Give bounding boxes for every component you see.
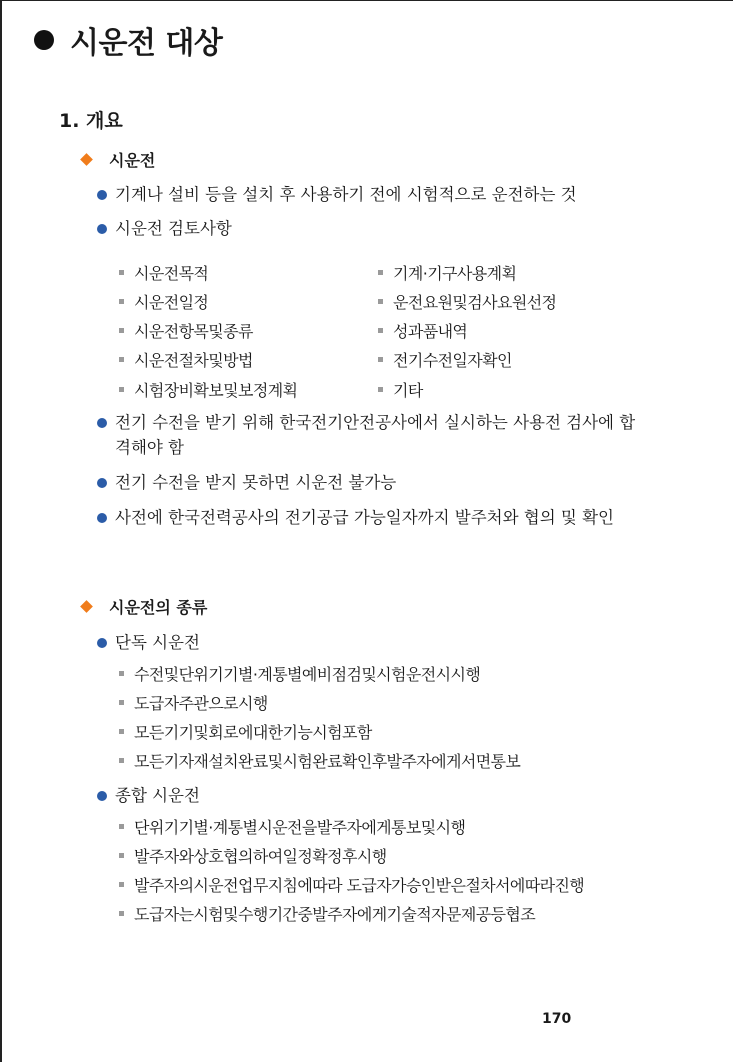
square-bullet-icon [119, 911, 124, 916]
list-item-text: 사전에 한국전력공사의 전기공급 가능일자까지 발주처와 협의 및 확인 [115, 508, 614, 527]
title-bullet-icon [34, 30, 54, 50]
overview-heading [82, 148, 155, 171]
single-item [119, 749, 520, 772]
dot-bullet-icon [97, 478, 107, 488]
list-item-text: 전기 수전을 받지 못하면 시운전 불가능 [115, 473, 397, 492]
list-item-text: 전기 수전을 받기 위해 한국전기안전공사에서 실시하는 사용전 검사에 합격해야 함 [115, 413, 636, 457]
square-bullet-icon [119, 758, 124, 763]
dot-bullet-icon [97, 513, 107, 523]
page-number: 170 [542, 1011, 572, 1027]
review-item [378, 290, 556, 313]
dot-bullet-icon [97, 791, 107, 801]
square-bullet-icon [378, 387, 383, 392]
square-bullet-icon [119, 824, 124, 829]
review-item-text: 기타 [393, 381, 423, 400]
list-item-text: 시운전 검토사항 [115, 219, 232, 238]
review-item-text: 시운전절차및방법 [134, 351, 253, 370]
review-item [378, 348, 512, 371]
single-item-text: 수전및단위기기별·계통별예비점검및시험운전시시행 [134, 665, 481, 684]
types-heading [82, 595, 207, 618]
section-heading: 1. 개요 [59, 110, 123, 132]
square-bullet-icon [119, 882, 124, 887]
combined-item-text: 발주자의시운전업무지침에따라 도급자가승인받은절차서에따라진행 [134, 876, 585, 895]
review-item-text: 시운전일정 [134, 293, 209, 312]
overview-heading-text: 시운전 [109, 151, 156, 170]
dot-bullet-icon [97, 418, 107, 428]
list-item [97, 410, 637, 460]
review-item [119, 261, 208, 284]
list-item [97, 630, 657, 655]
combined-item [119, 815, 465, 838]
square-bullet-icon [119, 853, 124, 858]
square-bullet-icon [119, 700, 124, 705]
single-item [119, 662, 480, 685]
diamond-bullet-icon [80, 153, 93, 166]
list-item [97, 505, 657, 530]
square-bullet-icon [378, 270, 383, 275]
combined-item [119, 902, 535, 925]
square-bullet-icon [119, 387, 124, 392]
review-item [378, 261, 516, 284]
single-item [119, 720, 372, 743]
single-item-text: 모든기자재설치완료및시험완료확인후발주자에게서면통보 [134, 752, 521, 771]
review-item-text: 시운전목적 [134, 264, 209, 283]
single-item-text: 도급자주관으로시행 [134, 694, 268, 713]
review-item [378, 319, 467, 342]
list-item [97, 470, 657, 495]
square-bullet-icon [119, 729, 124, 734]
list-item-text: 기계나 설비 등을 설치 후 사용하기 전에 시험적으로 운전하는 것 [115, 185, 577, 204]
list-item [97, 216, 657, 241]
review-item-text: 운전요원및검사요원선정 [393, 293, 557, 312]
combined-item [119, 844, 387, 867]
combined-item-text: 발주자와상호협의하여일정확정후시행 [134, 847, 387, 866]
types-heading-text: 시운전의 종류 [109, 598, 208, 617]
page-title-text: 시운전 대상 [70, 26, 223, 61]
review-item [119, 319, 253, 342]
square-bullet-icon [378, 299, 383, 304]
review-item-text: 시운전항목및종류 [134, 322, 253, 341]
list-item-text: 단독 시운전 [115, 633, 200, 652]
list-item [97, 783, 657, 808]
review-item-text: 전기수전일자확인 [393, 351, 512, 370]
square-bullet-icon [119, 671, 124, 676]
square-bullet-icon [119, 270, 124, 275]
single-item-text: 모든기기및회로에대한기능시험포함 [134, 723, 372, 742]
combined-item [119, 873, 584, 896]
review-item [378, 378, 423, 401]
review-item-text: 성과품내역 [393, 322, 468, 341]
diamond-bullet-icon [80, 600, 93, 613]
dot-bullet-icon [97, 224, 107, 234]
review-item [119, 290, 208, 313]
single-item [119, 691, 268, 714]
review-item [119, 348, 253, 371]
combined-item-text: 단위기기별·계통별시운전을발주자에게통보및시행 [134, 818, 466, 837]
combined-item-text: 도급자는시험및수행기간중발주자에게기술적자문제공등협조 [134, 905, 536, 924]
square-bullet-icon [378, 328, 383, 333]
page-title [34, 18, 222, 62]
square-bullet-icon [119, 328, 124, 333]
list-item-text: 종합 시운전 [115, 786, 200, 805]
review-item-text: 시험장비확보및보정계획 [134, 381, 298, 400]
square-bullet-icon [119, 299, 124, 304]
dot-bullet-icon [97, 190, 107, 200]
review-item [119, 378, 297, 401]
dot-bullet-icon [97, 638, 107, 648]
list-item [97, 182, 657, 207]
square-bullet-icon [378, 357, 383, 362]
review-item-text: 기계·기구사용계획 [393, 264, 517, 283]
square-bullet-icon [119, 357, 124, 362]
